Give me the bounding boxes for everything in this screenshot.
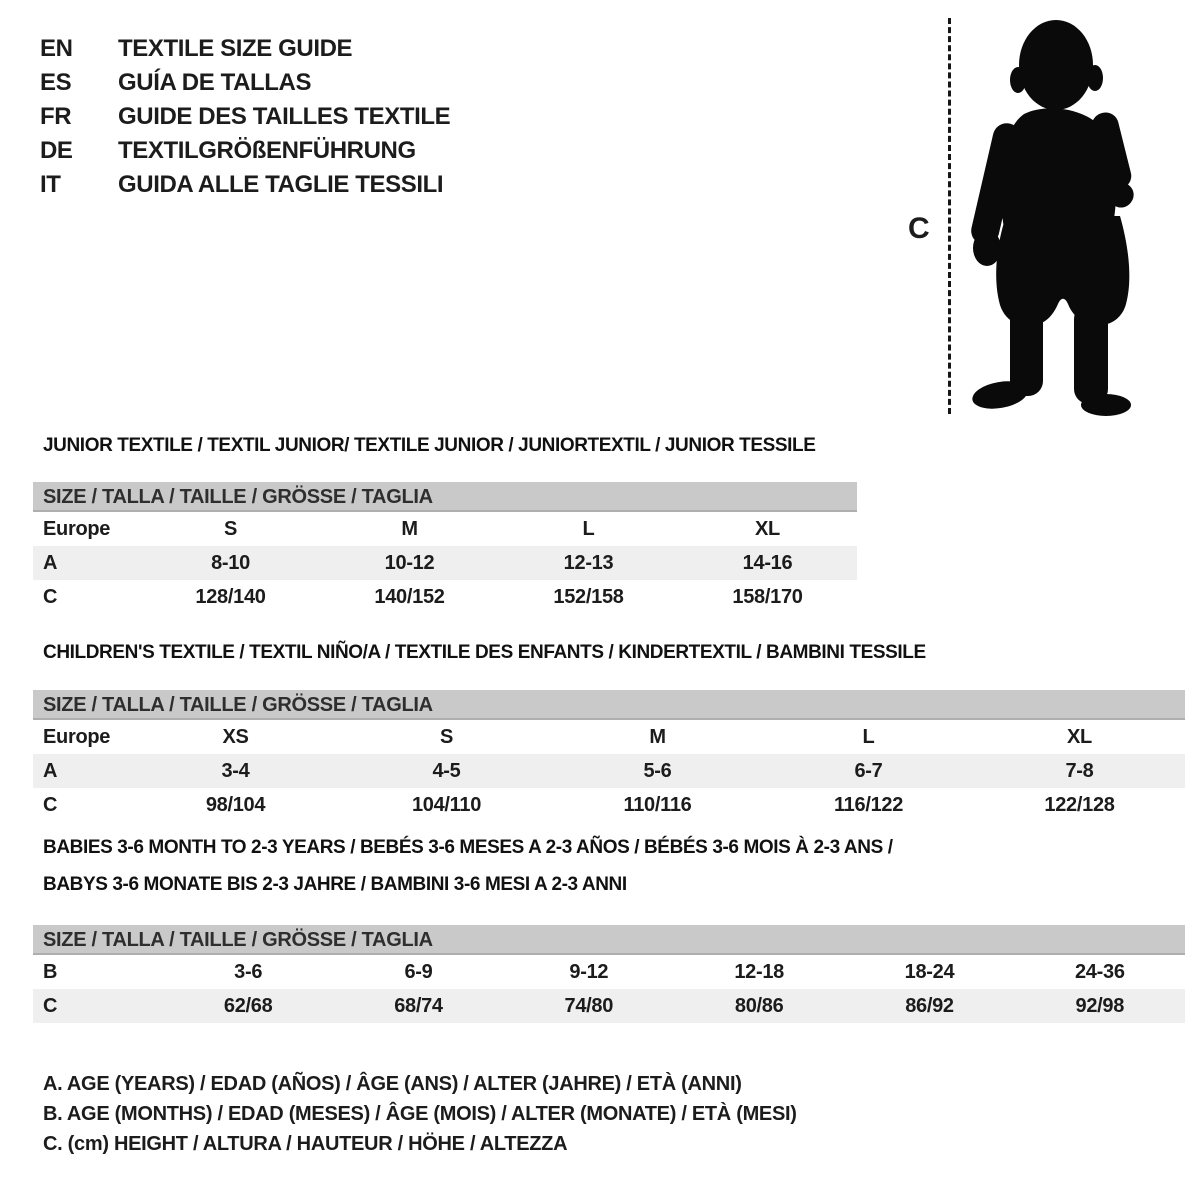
language-code: ES bbox=[40, 69, 72, 96]
table-row-junior-height bbox=[33, 580, 857, 614]
table-row-junior-europe bbox=[33, 512, 857, 546]
height-cell: 104/110 bbox=[411, 793, 482, 816]
language-row-it bbox=[40, 168, 450, 202]
guide-title-en: TEXTILE SIZE GUIDE bbox=[118, 35, 353, 62]
language-row-de bbox=[40, 134, 450, 168]
row-label: Europe bbox=[43, 725, 111, 748]
size-cell: L bbox=[862, 725, 875, 748]
height-cell: 158/170 bbox=[732, 585, 803, 608]
legend-age-years: A. AGE (YEARS) / EDAD (AÑOS) / ÂGE (ANS) / ALTER (JAHRE) / ETÀ (ANNI) bbox=[43, 1073, 742, 1095]
guide-title-it: GUIDA ALLE TAGLIE TESSILI bbox=[118, 171, 444, 198]
age-cell: 18-24 bbox=[904, 960, 955, 983]
table-row-children-europe bbox=[33, 720, 1185, 754]
age-cell: 12-18 bbox=[734, 960, 784, 983]
size-cell: XL bbox=[755, 517, 780, 540]
age-cell: 6-9 bbox=[404, 960, 433, 983]
height-cell: 86/92 bbox=[905, 994, 954, 1017]
size-header-bar-junior: SIZE / TALLA / TAILLE / GRÖSSE / TAGLIA bbox=[33, 482, 857, 512]
table-row-junior-age bbox=[33, 546, 857, 580]
section-title-junior: JUNIOR TEXTILE / TEXTIL JUNIOR/ TEXTILE JUNIOR / JUNIORTEXTIL / JUNIOR TESSILE bbox=[43, 435, 816, 456]
language-code: DE bbox=[40, 137, 73, 164]
age-cell: 9-12 bbox=[569, 960, 609, 983]
table-row-babies-height bbox=[33, 989, 1185, 1023]
size-cell: M bbox=[401, 517, 418, 540]
height-cell: 80/86 bbox=[734, 994, 784, 1017]
age-cell: 12-13 bbox=[563, 551, 614, 574]
height-cell: 74/80 bbox=[564, 994, 614, 1017]
row-label: C bbox=[43, 994, 58, 1017]
table-row-children-height bbox=[33, 788, 1185, 822]
section-title-babies-line1: BABIES 3-6 MONTH TO 2-3 YEARS / BEBÉS 3-6 MESES A 2-3 AÑOS / BÉBÉS 3-6 MOIS À 2-3 ANS / bbox=[43, 837, 893, 858]
height-measure-label: C bbox=[908, 212, 930, 245]
height-cell: 128/140 bbox=[195, 585, 266, 608]
legend-age-months: B. AGE (MONTHS) / EDAD (MESES) / ÂGE (MOIS) / ALTER (MONATE) / ETÀ (MESI) bbox=[43, 1103, 797, 1125]
language-row-es bbox=[40, 66, 450, 100]
size-cell: XL bbox=[1067, 725, 1092, 748]
age-cell: 4-5 bbox=[432, 759, 461, 782]
section-title-children: CHILDREN'S TEXTILE / TEXTIL NIÑO/A / TEXTILE DES ENFANTS / KINDERTEXTIL / BAMBINI TESSILE bbox=[43, 642, 926, 663]
guide-title-fr: GUIDE DES TAILLES TEXTILE bbox=[118, 103, 451, 130]
height-cell: 116/122 bbox=[833, 793, 904, 816]
age-cell: 3-6 bbox=[234, 960, 263, 983]
row-label: B bbox=[43, 960, 58, 983]
table-row-babies-months bbox=[33, 955, 1185, 989]
size-cell: XS bbox=[222, 725, 249, 748]
height-cell: 122/128 bbox=[1044, 793, 1115, 816]
height-cell: 92/98 bbox=[1075, 994, 1125, 1017]
toddler-silhouette-icon bbox=[962, 16, 1140, 416]
legend-height-cm: C. (cm) HEIGHT / ALTURA / HAUTEUR / HÖHE / ALTEZZA bbox=[43, 1133, 568, 1155]
size-cell: L bbox=[582, 517, 595, 540]
height-cell: 140/152 bbox=[374, 585, 445, 608]
language-code: FR bbox=[40, 103, 72, 130]
height-cell: 68/74 bbox=[394, 994, 443, 1017]
section-title-babies-line2: BABYS 3-6 MONATE BIS 2-3 JAHRE / BAMBINI 3-6 MESI A 2-3 ANNI bbox=[43, 874, 627, 895]
height-cell: 98/104 bbox=[205, 793, 266, 816]
language-title-list bbox=[40, 32, 450, 202]
row-label: C bbox=[43, 793, 58, 816]
row-label: C bbox=[43, 585, 58, 608]
size-header-bar-babies: SIZE / TALLA / TAILLE / GRÖSSE / TAGLIA bbox=[33, 925, 1185, 955]
height-cell: 62/68 bbox=[223, 994, 273, 1017]
age-cell: 5-6 bbox=[643, 759, 672, 782]
guide-title-es: GUÍA DE TALLAS bbox=[118, 69, 312, 96]
row-label: A bbox=[43, 759, 58, 782]
language-code: EN bbox=[40, 35, 73, 62]
size-header-bar-children: SIZE / TALLA / TAILLE / GRÖSSE / TAGLIA bbox=[33, 690, 1185, 720]
age-cell: 7-8 bbox=[1065, 759, 1094, 782]
table-row-children-age bbox=[33, 754, 1185, 788]
age-cell: 8-10 bbox=[211, 551, 250, 574]
age-cell: 6-7 bbox=[854, 759, 883, 782]
age-cell: 3-4 bbox=[221, 759, 250, 782]
size-cell: S bbox=[223, 517, 238, 540]
language-row-fr bbox=[40, 100, 450, 134]
row-label: Europe bbox=[43, 517, 111, 540]
age-cell: 14-16 bbox=[742, 551, 793, 574]
size-cell: M bbox=[649, 725, 666, 748]
language-row-en bbox=[40, 32, 450, 66]
language-code: IT bbox=[40, 171, 61, 198]
guide-title-de: TEXTILGRÖßENFÜHRUNG bbox=[118, 137, 416, 164]
row-label: A bbox=[43, 551, 58, 574]
size-cell: S bbox=[439, 725, 454, 748]
height-measure-dashed-line bbox=[948, 18, 951, 414]
measure-legend bbox=[43, 1069, 797, 1159]
age-cell: 10-12 bbox=[384, 551, 435, 574]
age-cell: 24-36 bbox=[1074, 960, 1125, 983]
height-cell: 110/116 bbox=[623, 793, 692, 816]
height-cell: 152/158 bbox=[553, 585, 624, 608]
